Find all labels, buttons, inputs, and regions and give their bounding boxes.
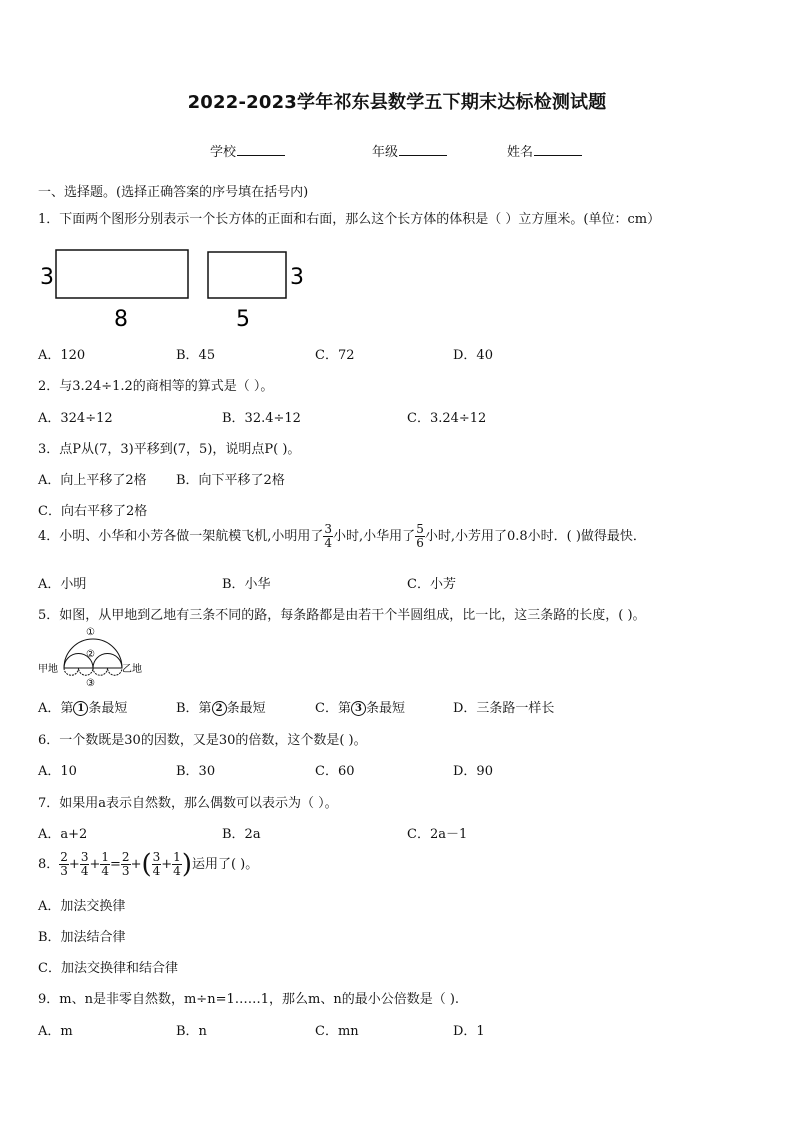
q8-equals: = bbox=[110, 857, 121, 872]
name-field bbox=[507, 141, 582, 160]
question-3-text: 3．点P从(7，3)平移到(7，5)，说明点P( )。 bbox=[38, 442, 301, 457]
q8-frac-1 bbox=[59, 851, 69, 878]
q5-label-1: ① bbox=[86, 627, 95, 638]
q4-option-b[interactable]: B．小华 bbox=[222, 577, 271, 592]
q5-end-label: 乙地 bbox=[122, 664, 142, 675]
q4-option-c[interactable]: C．小芳 bbox=[407, 577, 456, 592]
question-2-text: 2．与3.24÷1.2的商相等的算式是（ ）。 bbox=[38, 379, 274, 394]
q1-figure bbox=[36, 244, 316, 332]
q4-suffix: 小时,小芳用了0.8小时．( )做得最快． bbox=[424, 529, 646, 544]
q4-fraction-2 bbox=[415, 523, 425, 550]
question-4-text bbox=[38, 523, 646, 550]
q4-fraction-1 bbox=[323, 523, 333, 550]
q1-option-d[interactable]: D．40 bbox=[453, 348, 493, 363]
question-8-text bbox=[38, 848, 258, 882]
q8-f4-num: 2 bbox=[121, 850, 130, 864]
q5-option-b-circled: 2 bbox=[212, 701, 227, 716]
question-9-text: 9．m、n是非零自然数，m÷n=1……1，那么m、n的最小公倍数是（ ). bbox=[38, 992, 460, 1007]
q5-option-a-pre: A．第 bbox=[38, 701, 74, 716]
q4-frac1-num: 3 bbox=[324, 522, 333, 536]
q5-option-a-post: 条最短 bbox=[88, 701, 128, 716]
q8-f1-den: 3 bbox=[60, 864, 68, 878]
grade-blank bbox=[399, 143, 447, 156]
question-5-text: 5．如图，从甲地到乙地有三条不同的路，每条路都是由若干个半圆组成，比一比，这三条路的长度，( )。 bbox=[38, 608, 646, 623]
q8-lead: 8． bbox=[38, 857, 60, 872]
question-6-text: 6．一个数既是30的因数，又是30的倍数，这个数是( )。 bbox=[38, 733, 367, 748]
q5-option-b-post: 条最短 bbox=[226, 701, 266, 716]
q8-f3-den: 4 bbox=[101, 864, 110, 878]
q8-f3-num: 1 bbox=[101, 850, 110, 864]
q5-option-d[interactable]: D．三条路一样长 bbox=[453, 701, 555, 716]
name-label: 姓名 bbox=[507, 145, 534, 160]
q5-option-c[interactable] bbox=[315, 697, 405, 716]
q5-label-2: ② bbox=[86, 649, 95, 660]
q8-plus-1: + bbox=[68, 857, 80, 872]
q4-mid: 小时,小华用了 bbox=[333, 529, 416, 544]
q8-f5-den: 4 bbox=[152, 864, 161, 878]
q2-option-b[interactable]: B．32.4÷12 bbox=[222, 411, 301, 426]
page-title: 2022-2023学年祁东县数学五下期末达标检测试题 bbox=[187, 92, 607, 113]
q8-f6-den: 4 bbox=[173, 864, 181, 878]
question-7-text: 7．如果用a表示自然数，那么偶数可以表示为（ ）。 bbox=[38, 796, 338, 811]
school-field bbox=[210, 141, 285, 160]
q8-option-b[interactable]: B．加法结合律 bbox=[38, 930, 126, 945]
q6-option-d[interactable]: D．90 bbox=[453, 764, 493, 779]
school-label: 学校 bbox=[210, 145, 237, 160]
q1-fig-right-width: 5 bbox=[236, 307, 250, 332]
q6-option-a[interactable]: A．10 bbox=[38, 764, 77, 779]
q8-plus-4: + bbox=[161, 857, 173, 872]
name-blank bbox=[534, 143, 582, 156]
q1-fig-left-height: 3 bbox=[40, 265, 54, 290]
q3-option-b[interactable]: B．向下平移了2格 bbox=[176, 473, 285, 488]
school-blank bbox=[237, 143, 285, 156]
q8-right-paren: ) bbox=[181, 849, 192, 880]
q7-option-b[interactable]: B．2a bbox=[222, 827, 261, 842]
q8-option-a[interactable]: A．加法交换律 bbox=[38, 899, 126, 914]
q3-option-c[interactable]: C．向右平移了2格 bbox=[38, 504, 148, 519]
q5-option-c-post: 条最短 bbox=[365, 701, 405, 716]
q6-option-c[interactable]: C．60 bbox=[315, 764, 355, 779]
q1-option-b[interactable]: B．45 bbox=[176, 348, 216, 363]
q8-frac-6 bbox=[172, 851, 182, 878]
q4-prefix: 4．小明、小华和小芳各做一架航模飞机,小明用了 bbox=[38, 529, 324, 544]
q9-option-b[interactable]: B．n bbox=[176, 1024, 207, 1039]
q4-frac1-den: 4 bbox=[324, 536, 333, 550]
q5-figure bbox=[36, 624, 148, 688]
q5-option-c-circled: 3 bbox=[351, 701, 366, 716]
q2-option-c[interactable]: C．3.24÷12 bbox=[407, 411, 487, 426]
q9-option-c[interactable]: C．mn bbox=[315, 1024, 359, 1039]
q8-frac-3 bbox=[100, 851, 110, 878]
q5-option-a[interactable] bbox=[38, 697, 127, 716]
q5-option-b-pre: B．第 bbox=[176, 701, 212, 716]
q4-option-a[interactable]: A．小明 bbox=[38, 577, 87, 592]
q4-frac2-den: 6 bbox=[416, 536, 424, 550]
q6-option-b[interactable]: B．30 bbox=[176, 764, 216, 779]
front-face-rect bbox=[56, 250, 188, 298]
q5-option-c-pre: C．第 bbox=[315, 701, 351, 716]
q1-fig-left-width: 8 bbox=[114, 307, 128, 332]
q8-left-paren: ( bbox=[141, 849, 152, 880]
q5-label-3: ③ bbox=[86, 678, 95, 688]
q8-option-c[interactable]: C．加法交换律和结合律 bbox=[38, 961, 178, 976]
question-1-text: 1．下面两个图形分别表示一个长方体的正面和右面，那么这个长方体的体积是（ ）立方厘米。(单位：cm） bbox=[38, 212, 661, 227]
q5-option-a-circled: 1 bbox=[73, 701, 88, 716]
q9-option-a[interactable]: A．m bbox=[38, 1024, 73, 1039]
q2-option-a[interactable]: A．324÷12 bbox=[38, 411, 113, 426]
q7-option-c[interactable]: C．2a－1 bbox=[407, 827, 468, 842]
q1-option-a[interactable]: A．120 bbox=[38, 348, 86, 363]
q7-option-a[interactable]: A．a+2 bbox=[38, 827, 88, 842]
section-heading: 一、选择题。(选择正确答案的序号填在括号内) bbox=[38, 185, 309, 200]
q8-f2-num: 3 bbox=[80, 850, 89, 864]
q8-suffix: 运用了( )。 bbox=[191, 857, 259, 872]
q1-fig-right-height: 3 bbox=[290, 265, 304, 290]
q8-plus-2: + bbox=[89, 857, 101, 872]
grade-field bbox=[372, 141, 447, 160]
q4-frac2-num: 5 bbox=[416, 522, 424, 536]
q5-route-3-arc bbox=[64, 668, 122, 675]
q8-f2-den: 4 bbox=[80, 864, 89, 878]
q5-start-label: 甲地 bbox=[38, 664, 58, 675]
right-face-rect bbox=[208, 252, 286, 298]
grade-label: 年级 bbox=[372, 145, 399, 160]
q8-frac-4 bbox=[121, 851, 131, 878]
q9-option-d[interactable]: D．1 bbox=[453, 1024, 485, 1039]
q5-option-b[interactable] bbox=[176, 697, 266, 716]
q8-f1-num: 2 bbox=[60, 850, 68, 864]
q8-f6-num: 1 bbox=[173, 850, 181, 864]
q8-plus-3: + bbox=[130, 857, 142, 872]
q3-option-a[interactable]: A．向上平移了2格 bbox=[38, 473, 147, 488]
q8-f5-num: 3 bbox=[152, 850, 161, 864]
q8-f4-den: 3 bbox=[121, 864, 130, 878]
q8-frac-5 bbox=[152, 851, 162, 878]
q1-option-c[interactable]: C．72 bbox=[315, 348, 355, 363]
